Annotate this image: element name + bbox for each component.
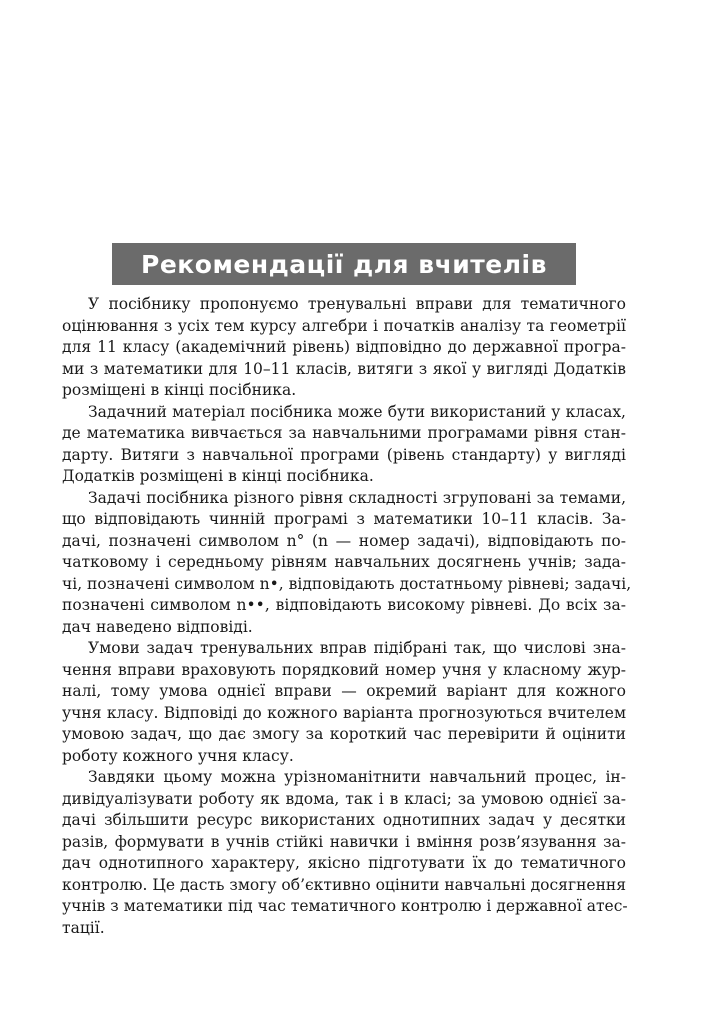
- paragraph-5: [62, 767, 626, 939]
- text-line: ми з математики для 10–11 класів, витяги з якої у вигляді Додатків: [62, 359, 626, 378]
- text-line: контролю. Це дасть змогу об’єктивно оцінити навчальні досягнення: [62, 875, 627, 894]
- text-line: чатковому і середньому рівням навчальних досягнень учнів; зада-: [62, 553, 626, 571]
- text-line: разів, формувати в учнів стійкі навички і вміння розв’язування за-: [62, 832, 626, 851]
- page-title: Рекомендації для вчителів: [141, 249, 547, 279]
- text-line: дивідуалізувати роботу як вдома, так і в класі; за умовою однієї за-: [62, 789, 626, 808]
- text-line: що відповідають чинній програмі з математики 10–11 класів. За-: [62, 510, 626, 528]
- text-line: Задачний матеріал посібника може бути використаний у класах,: [88, 402, 626, 421]
- text-line: дачі, позначені символом n° (n — номер задачі), відповідають по-: [62, 531, 626, 550]
- body-text: [62, 294, 632, 939]
- text-line: дачі збільшити ресурс використаних однотипних задач у десятки: [62, 811, 626, 829]
- text-line: для 11 класу (академічний рівень) відповідно до державної програ-: [62, 338, 626, 356]
- paragraph-3: [62, 488, 632, 639]
- text-line: умовою задач, що дає змогу за короткий час перевірити й оцінити: [62, 725, 626, 743]
- text-line: чі, позначені символом n•, відповідають достатньому рівневі; задачі,: [62, 574, 632, 593]
- text-line: дач однотипного характеру, якісно підготувати їх до тематичного: [62, 854, 626, 872]
- text-line: Завдяки цьому можна урізноманітнити навчальний процес, ін-: [88, 768, 626, 786]
- paragraph-4: [62, 638, 626, 767]
- text-line: Додатків розміщені в кінці посібника.: [62, 467, 374, 485]
- text-line: налі, тому умова однієї вправи — окремий варіант для кожного: [62, 682, 626, 700]
- paragraph-2: [62, 402, 626, 488]
- text-line: чення вправи враховують порядковий номер учня у класному жур-: [62, 660, 626, 679]
- text-line: роботу кожного учня класу.: [62, 746, 294, 765]
- paragraph-1: [62, 294, 626, 402]
- title-banner: [112, 243, 576, 285]
- text-line: де математика вивчається за навчальними програмами рівня стан-: [62, 424, 626, 442]
- text-line: У посібнику пропонуємо тренувальні вправи для тематичного: [88, 295, 626, 313]
- text-line: учнів з математики під час тематичного контролю і державної атес-: [62, 897, 628, 915]
- text-line: Умови задач тренувальних вправ підібрані так, що числові зна-: [88, 639, 626, 657]
- text-line: оцінювання з усіх тем курсу алгебри і початків аналізу та геометрії: [62, 316, 626, 335]
- text-line: учня класу. Відповіді до кожного варіанта прогнозуються вчителем: [62, 703, 626, 722]
- text-line: тації.: [62, 918, 105, 937]
- text-line: розміщені в кінці посібника.: [62, 381, 297, 399]
- text-line: дарту. Витяги з навчальної програми (рівень стандарту) у вигляді: [62, 445, 626, 464]
- text-line: позначені символом n••, відповідають високому рівневі. До всіх за-: [62, 596, 626, 614]
- text-line: дач наведено відповіді.: [62, 617, 253, 636]
- text-line: Задачі посібника різного рівня складності згруповані за темами,: [88, 488, 626, 507]
